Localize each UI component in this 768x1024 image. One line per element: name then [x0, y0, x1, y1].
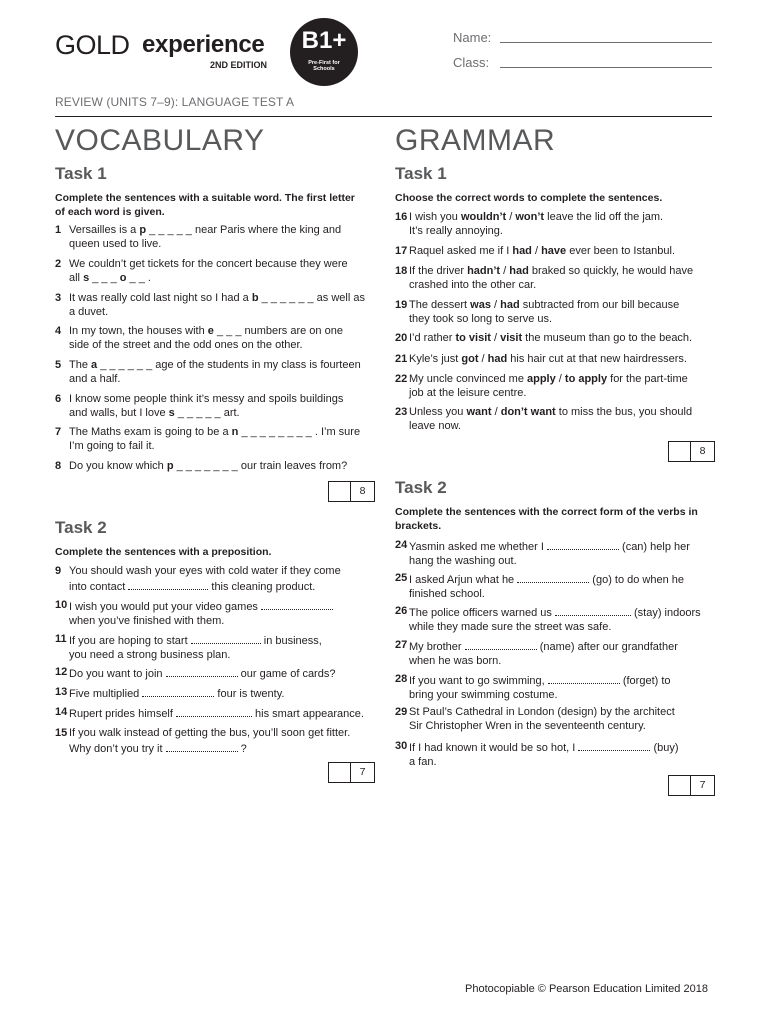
grammar-task1-score-box[interactable] [668, 441, 715, 462]
question-item [395, 538, 725, 566]
question-number: 28 [395, 673, 408, 685]
logo-edition: 2ND EDITION [210, 60, 268, 70]
vocab-task1-score-box[interactable] [328, 481, 375, 502]
question-item [55, 726, 385, 754]
question-item [55, 564, 385, 592]
question-text: I wish you wouldn’t / won’t leave the lid off the jam. It’s really annoying. [409, 211, 664, 237]
question-text: If the driver hadn’t / had braked so quickly, he would have crashed into the other car. [409, 265, 694, 291]
question-text: Five multiplied four is twenty. [69, 685, 284, 701]
grammar-title: GRAMMAR [395, 124, 556, 157]
answer-blank[interactable] [142, 685, 214, 697]
question-item [55, 598, 385, 626]
score-value: 8 [699, 445, 706, 457]
header-divider [55, 116, 712, 117]
answer-blank[interactable] [548, 672, 620, 684]
question-number: 23 [395, 406, 408, 418]
question-item [55, 257, 385, 285]
question-text: My uncle convinced me apply / to apply for the part-time job at the leisure centre. [409, 373, 688, 399]
question-number: 13 [55, 686, 68, 698]
question-text: The a _ _ _ _ _ _ age of the students in my class is fourteen and a half. [69, 359, 361, 385]
question-text: Do you want to join our game of cards? [69, 665, 335, 681]
question-text: Kyle’s just got / had his hair cut at that new hairdressers. [409, 353, 687, 365]
answer-blank[interactable] [128, 578, 208, 590]
answer-blank[interactable] [555, 604, 631, 616]
question-number: 9 [55, 565, 62, 577]
question-item [55, 705, 385, 719]
question-item [395, 244, 725, 258]
grammar-task2-title: Task 2 [395, 478, 447, 497]
level-badge-text: B1+ [301, 27, 347, 54]
question-text: I asked Arjun what he (go) to do when he finished school. [409, 571, 684, 601]
name-label: Name: [453, 30, 492, 45]
question-item [395, 331, 725, 345]
grammar-task2-score-box[interactable] [668, 775, 715, 796]
question-item [55, 291, 385, 319]
question-text: If you want to go swimming, (forget) to bring your swimming costume. [409, 672, 671, 702]
question-item [395, 264, 725, 292]
answer-blank[interactable] [465, 638, 537, 650]
question-number: 18 [395, 265, 408, 277]
question-number: 5 [55, 359, 62, 371]
answer-blank[interactable] [578, 739, 650, 751]
vocabulary-title: VOCABULARY [55, 124, 265, 157]
question-number: 4 [55, 325, 62, 337]
question-number: 26 [395, 605, 408, 617]
question-item [395, 739, 725, 767]
question-item [395, 298, 725, 326]
question-item [55, 685, 385, 699]
footer-copyright: Photocopiable © Pearson Education Limited 2018 [465, 983, 708, 995]
question-number: 3 [55, 292, 62, 304]
question-text: It was really cold last night so I had a b _ _ _ _ _ _ as well as a duvet. [69, 292, 365, 318]
question-item [395, 604, 725, 632]
question-number: 8 [55, 460, 62, 472]
question-text: My brother (name) after our grandfather when he was born. [409, 638, 678, 668]
answer-blank[interactable] [176, 705, 252, 717]
question-text: Unless you want / don’t want to miss the bus, you should leave now. [409, 406, 693, 432]
question-text: I’d rather to visit / visit the museum than go to the beach. [409, 332, 693, 344]
question-item [395, 352, 725, 366]
question-text: We couldn’t get tickets for the concert because they were all s _ _ _ o _ _ . [69, 258, 348, 284]
page-subtitle: REVIEW (UNITS 7–9): LANGUAGE TEST A [55, 95, 295, 109]
question-text: If you walk instead of getting the bus, you’ll soon get fitter. Why don’t you try it ? [69, 727, 351, 755]
question-item [395, 405, 725, 433]
question-item [395, 672, 725, 700]
answer-blank[interactable] [166, 740, 238, 752]
question-text: The dessert was / had subtracted from our bill because they took so long to serve us. [409, 299, 680, 325]
level-badge [290, 18, 358, 86]
class-field[interactable] [500, 67, 712, 68]
question-item [395, 571, 725, 599]
question-text: Raquel asked me if I had / have ever been to Istanbul. [409, 245, 676, 257]
vocab-task1-instruction: Complete the sentences with a suitable word. The first letter of each word is given. [55, 192, 355, 218]
question-text: St Paul’s Cathedral in London (design) by the architect Sir Christopher Wren in the seventeenth century. [409, 706, 675, 732]
question-number: 11 [55, 633, 67, 645]
question-number: 22 [395, 373, 408, 385]
question-item [395, 705, 725, 733]
question-text: Rupert prides himself his smart appearance. [69, 705, 364, 721]
question-number: 25 [395, 572, 408, 584]
question-item [55, 223, 385, 251]
vocab-task2-instruction: Complete the sentences with a preposition. [55, 546, 272, 558]
question-text: If I had known it would be so hot, I (buy) a fan. [409, 739, 679, 769]
question-number: 10 [55, 599, 68, 611]
question-number: 16 [395, 211, 408, 223]
question-text: Versailles is a p _ _ _ _ _ near Paris where the king and queen used to live. [69, 224, 342, 250]
answer-blank[interactable] [517, 571, 589, 583]
answer-blank[interactable] [191, 632, 261, 644]
vocab-task2-title: Task 2 [55, 518, 107, 537]
logo-gold: GOLD [55, 30, 130, 60]
question-number: 12 [55, 666, 68, 678]
question-item [55, 324, 385, 352]
question-number: 30 [395, 740, 408, 752]
question-text: The police officers warned us (stay) indoors while they made sure the street was safe. [409, 604, 701, 634]
question-item [395, 210, 725, 238]
question-text: Yasmin asked me whether I (can) help her hang the washing out. [409, 538, 690, 568]
question-number: 24 [395, 539, 408, 551]
question-number: 7 [55, 426, 62, 438]
question-text: In my town, the houses with e _ _ _ numbers are on one side of the street and the odd ones on the other. [69, 325, 343, 351]
name-field[interactable] [500, 42, 712, 43]
class-label: Class: [453, 55, 490, 70]
question-number: 6 [55, 393, 62, 405]
question-item [55, 425, 385, 453]
question-text: I wish you would put your video games when you’ve finished with them. [69, 598, 333, 628]
question-number: 29 [395, 706, 408, 718]
question-item [395, 372, 725, 400]
vocab-task1-title: Task 1 [55, 164, 107, 183]
question-item [55, 358, 385, 386]
question-item [55, 632, 385, 660]
question-number: 20 [395, 332, 408, 344]
score-value: 7 [359, 766, 366, 778]
question-text: If you are hoping to start in business, you need a strong business plan. [69, 632, 322, 662]
score-value: 8 [359, 485, 366, 497]
question-number: 2 [55, 258, 62, 270]
answer-blank[interactable] [547, 538, 619, 550]
grammar-task1-title: Task 1 [395, 164, 447, 183]
grammar-task2-instruction: Complete the sentences with the correct form of the verbs in brackets. [395, 506, 698, 532]
question-number: 1 [55, 224, 62, 236]
score-value: 7 [699, 779, 706, 791]
question-text: I know some people think it’s messy and spoils buildings and walls, but I love s _ _ _ _ _ art. [69, 393, 344, 419]
question-text: You should wash your eyes with cold water if they come into contact this cleaning product. [69, 565, 341, 593]
question-number: 19 [395, 299, 408, 311]
question-item [395, 638, 725, 666]
question-number: 15 [55, 727, 68, 739]
question-text: Do you know which p _ _ _ _ _ _ _ our train leaves from? [69, 460, 348, 472]
question-item [55, 459, 385, 473]
question-number: 17 [395, 245, 408, 257]
answer-blank[interactable] [166, 665, 238, 677]
question-number: 21 [395, 353, 408, 365]
logo-experience: experience [142, 31, 265, 58]
answer-blank[interactable] [261, 598, 333, 610]
question-number: 14 [55, 706, 68, 718]
question-item [55, 392, 385, 420]
level-badge-sub: Pre-First for Schools [308, 60, 340, 72]
question-number: 27 [395, 639, 408, 651]
question-item [55, 665, 385, 679]
question-text: The Maths exam is going to be a n _ _ _ _ _ _ _ _ . I’m sure I’m going to fail it. [69, 426, 361, 452]
vocab-task2-score-box[interactable] [328, 762, 375, 783]
grammar-task1-instruction: Choose the correct words to complete the sentences. [395, 192, 663, 204]
